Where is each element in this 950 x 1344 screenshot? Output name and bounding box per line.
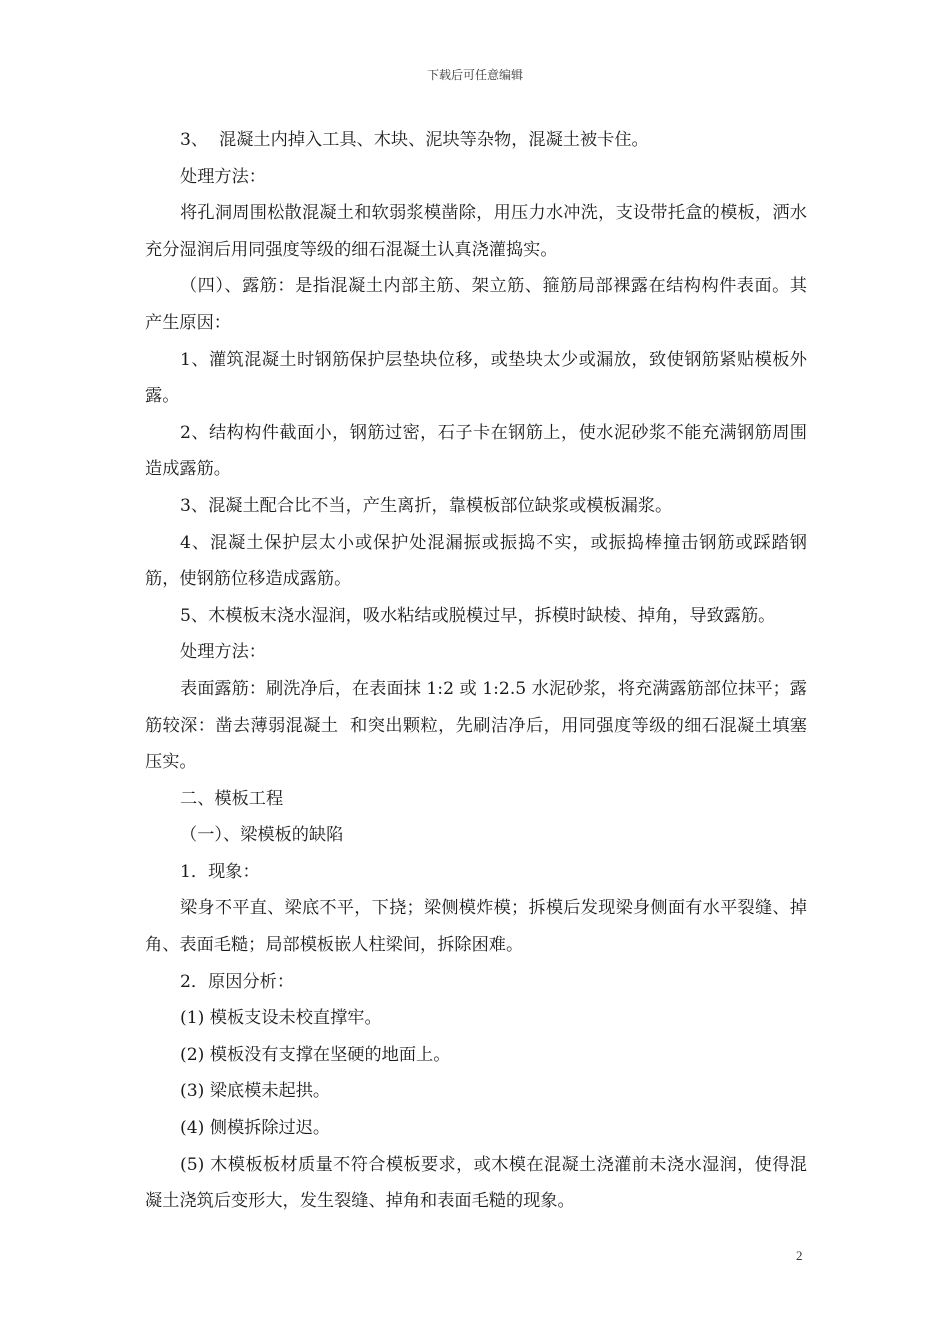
paragraph: 表面露筋：刷洗净后，在表面抹 1:2 或 1:2.5 水泥砂浆，将充满露筋部位抹平；露筋较深：凿去薄弱混凝土 和突出颗粒，先刷洁净后，用同强度等级的细石混凝土填塞压实。 <box>145 678 807 773</box>
paragraph: 4、混凝土保护层太小或保护处混漏振或振捣不实，或振捣棒撞击钢筋或踩踏钢筋，使钢筋位移造成露筋。 <box>145 532 807 590</box>
page-header: 下载后可任意编辑 <box>426 68 523 82</box>
paragraph: 二、模板工程 <box>180 788 284 809</box>
paragraph: 3、 混凝土内掉入工具、木块、泥块等杂物，混凝土被卡住。 <box>180 130 649 150</box>
paragraph: 1．现象： <box>180 861 260 882</box>
paragraph: 3、混凝土配合比不当，产生离折，靠模板部位缺浆或模板漏浆。 <box>180 495 673 516</box>
paragraph: (1) 模板支设未校直撑牢。 <box>180 1008 382 1029</box>
paragraph: 处理方法： <box>180 642 266 663</box>
paragraph: 2．原因分析： <box>180 971 295 992</box>
paragraph: (4) 侧模拆除过迟。 <box>180 1118 331 1139</box>
paragraph: 2、结构构件截面小，钢筋过密，石子卡在钢筋上，使水泥砂浆不能充满钢筋周围造成露筋。 <box>145 422 807 480</box>
paragraph: 梁身不平直、梁底不平，下挠；梁侧模炸模；拆模后发现梁身侧面有水平裂缝、掉角、表面毛糙；局部模板嵌人柱梁间，拆除困难。 <box>145 898 807 956</box>
page-number: 2 <box>796 1248 803 1263</box>
paragraph: (5) 木模板板材质量不符合模板要求，或木模在混凝土浇灌前未浇水湿润，使得混凝土浇筑后变形大，发生裂缝、掉角和表面毛糙的现象。 <box>145 1154 807 1212</box>
paragraph: (2) 模板没有支撑在坚硬的地面上。 <box>180 1044 451 1065</box>
paragraph: 5、木模板末浇水湿润，吸水粘结或脱模过早，拆模时缺棱、掉角，导致露筋。 <box>180 605 776 626</box>
document-body <box>145 122 807 1220</box>
paragraph: (3) 梁底模未起拱。 <box>180 1081 331 1102</box>
paragraph: （一）、梁模板的缺陷 <box>180 825 344 846</box>
paragraph: 处理方法： <box>180 166 266 187</box>
paragraph: （四）、露筋：是指混凝土内部主筋、架立筋、箍筋局部裸露在结构构件表面。其产生原因： <box>145 276 807 333</box>
paragraph: 将孔洞周围松散混凝土和软弱浆模凿除，用压力水冲洗，支设带托盒的模板，洒水充分湿润后用同强度等级的细石混凝土认真浇灌捣实。 <box>145 203 807 260</box>
paragraph: 1、灌筑混凝土时钢筋保护层垫块位移，或垫块太少或漏放，致使钢筋紧贴模板外露。 <box>145 349 807 407</box>
